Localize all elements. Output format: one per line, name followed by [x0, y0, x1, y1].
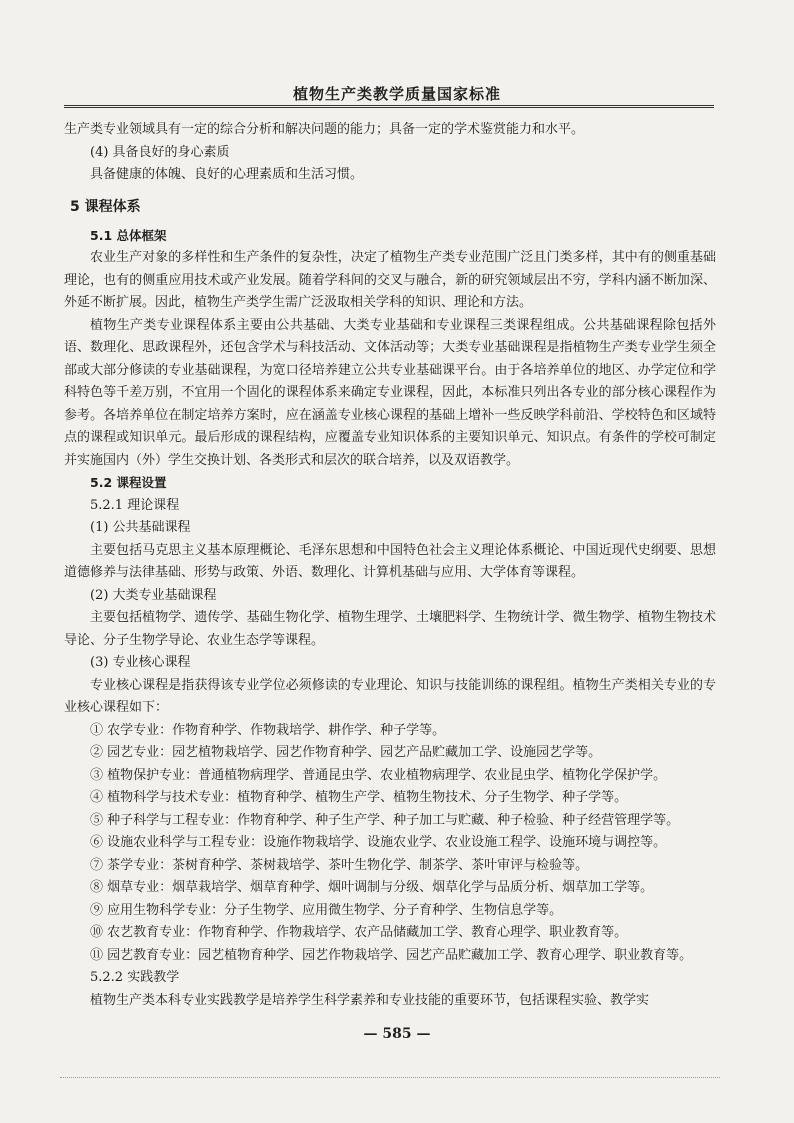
scan-edge-dots — [60, 1077, 720, 1078]
paragraph: 专业核心课程是指获得该专业学位必须修读的专业理论、知识与技能训练的课程组。植物生产类相关专业的专业核心课程如下： — [64, 677, 716, 715]
section-heading: 5 课程体系 — [70, 198, 141, 215]
paragraph: 主要包括植物学、遗传学、基础生物化学、植物生理学、土壤肥料学、生物统计学、微生物学、植物生物技术导论、分子生物学导论、农业生态学等课程。 — [64, 610, 716, 648]
list-item: ⑥ 设施农业科学与工程专业：设施作物栽培学、设施农业学、农业设施工程学、设施环境与调控等。 — [90, 835, 667, 850]
subsection-heading: (4) 具备良好的身心素质 — [90, 144, 230, 160]
paragraph: 主要包括马克思主义基本原理概论、毛泽东思想和中国特色社会主义理论体系概论、中国近现代史纲要、思想道德修养与法律基础、形势与政策、外语、数理化、计算机基础与应用、大学体育等课程。 — [64, 542, 716, 580]
list-item: ② 园艺专业：园艺植物栽培学、园艺作物育种学、园艺产品贮藏加工学、设施园艺学等。 — [90, 745, 602, 760]
page-body — [64, 119, 716, 1012]
list-item: ⑤ 种子科学与工程专业：作物育种学、种子生产学、种子加工与贮藏、种子检验、种子经营管理学等。 — [90, 812, 680, 828]
subsection-heading: 5.1 总体框架 — [90, 227, 167, 243]
list-heading: (2) 大类专业基础课程 — [90, 587, 217, 603]
paragraph: 具备健康的体魄、良好的心理素质和生活习惯。 — [90, 167, 364, 182]
list-item: ⑩ 农艺教育专业：作物育种学、作物栽培学、农产品储藏加工学、教育心理学、职业教育等。 — [90, 925, 628, 940]
list-item: ① 农学专业：作物育种学、作物栽培学、耕作学、种子学等。 — [90, 722, 446, 738]
page-number: — 585 — — [363, 1026, 431, 1042]
list-item: ③ 植物保护专业：普通植物病理学、普通昆虫学、农业植物病理学、农业昆虫学、植物化学保护学。 — [90, 767, 667, 783]
paragraph-continued: 生产类专业领域具有一定的综合分析和解决问题的能力；具备一定的学术鉴赏能力和水平。 — [64, 122, 585, 137]
paragraph: 植物生产类本科专业实践教学是培养学生科学素养和专业技能的重要环节，包括课程实验、教学实 — [90, 992, 650, 1008]
running-header: 植物生产类教学质量国家标准 — [292, 85, 501, 103]
subsection-heading: 5.2 课程设置 — [90, 475, 167, 490]
list-heading: (1) 公共基础课程 — [90, 520, 191, 535]
list-item: ⑧ 烟草专业：烟草栽培学、烟草育种学、烟叶调制与分级、烟草化学与品质分析、烟草加工学等。 — [90, 880, 654, 895]
subsection-heading: 5.2.2 实践教学 — [90, 970, 180, 985]
subsection-heading: 5.2.1 理论课程 — [90, 497, 180, 513]
list-heading: (3) 专业核心课程 — [90, 655, 191, 670]
list-item: ⑦ 茶学专业：茶树育种学、茶树栽培学、茶叶生物化学、制茶学、茶叶审评与检验等。 — [90, 857, 589, 873]
list-item: ⑪ 园艺教育专业：园艺植物育种学、园艺作物栽培学、园艺产品贮藏加工学、教育心理学、职业教育等。 — [90, 947, 693, 963]
header-rule — [64, 105, 714, 108]
list-item: ④ 植物科学与技术专业：植物育种学、植物生产学、植物生物技术、分子生物学、种子学等。 — [90, 790, 628, 805]
paragraph: 植物生产类专业课程体系主要由公共基础、大类专业基础和专业课程三类课程组成。公共基础课程除包括外语、数理化、思政课程外，还包含学术与科技活动、文体活动等；大类专业基础课程是指植物生产类专业学生须全部或大部分修读的专业基础课程，为宽口径培养建立公共专业基础课平台。由于各培养单位的地区、办学定位和学科特色等千差万别，不宜用一个固化的课程体系来确定专业课程，因此，本标准只列出各专业的部分核心课程作为参考。各培养单位在制定培养方案时，应在涵盖专业核心课程的基础上增补一些反映学科前沿、学校特色和区域特点的课程或知识单元。最后形成的课程结构，应覆盖专业知识体系的主要知识单元、知识点。有条件的学校可制定并实施国内（外）学生交换计划、各类形式和层次的联合培养，以及双语教学。 — [64, 317, 716, 468]
paragraph: 农业生产对象的多样性和生产条件的复杂性，决定了植物生产类专业范围广泛且门类多样，其中有的侧重基础理论，也有的侧重应用技术或产业发展。随着学科间的交叉与融合，新的研究领域层出不穷，学科内涵不断加深、外延不断扩展。因此，植物生产类学生需广泛汲取相关学科的知识、理论和方法。 — [64, 250, 716, 310]
list-item: ⑨ 应用生物科学专业：分子生物学、应用微生物学、分子育种学、生物信息学等。 — [90, 902, 563, 918]
